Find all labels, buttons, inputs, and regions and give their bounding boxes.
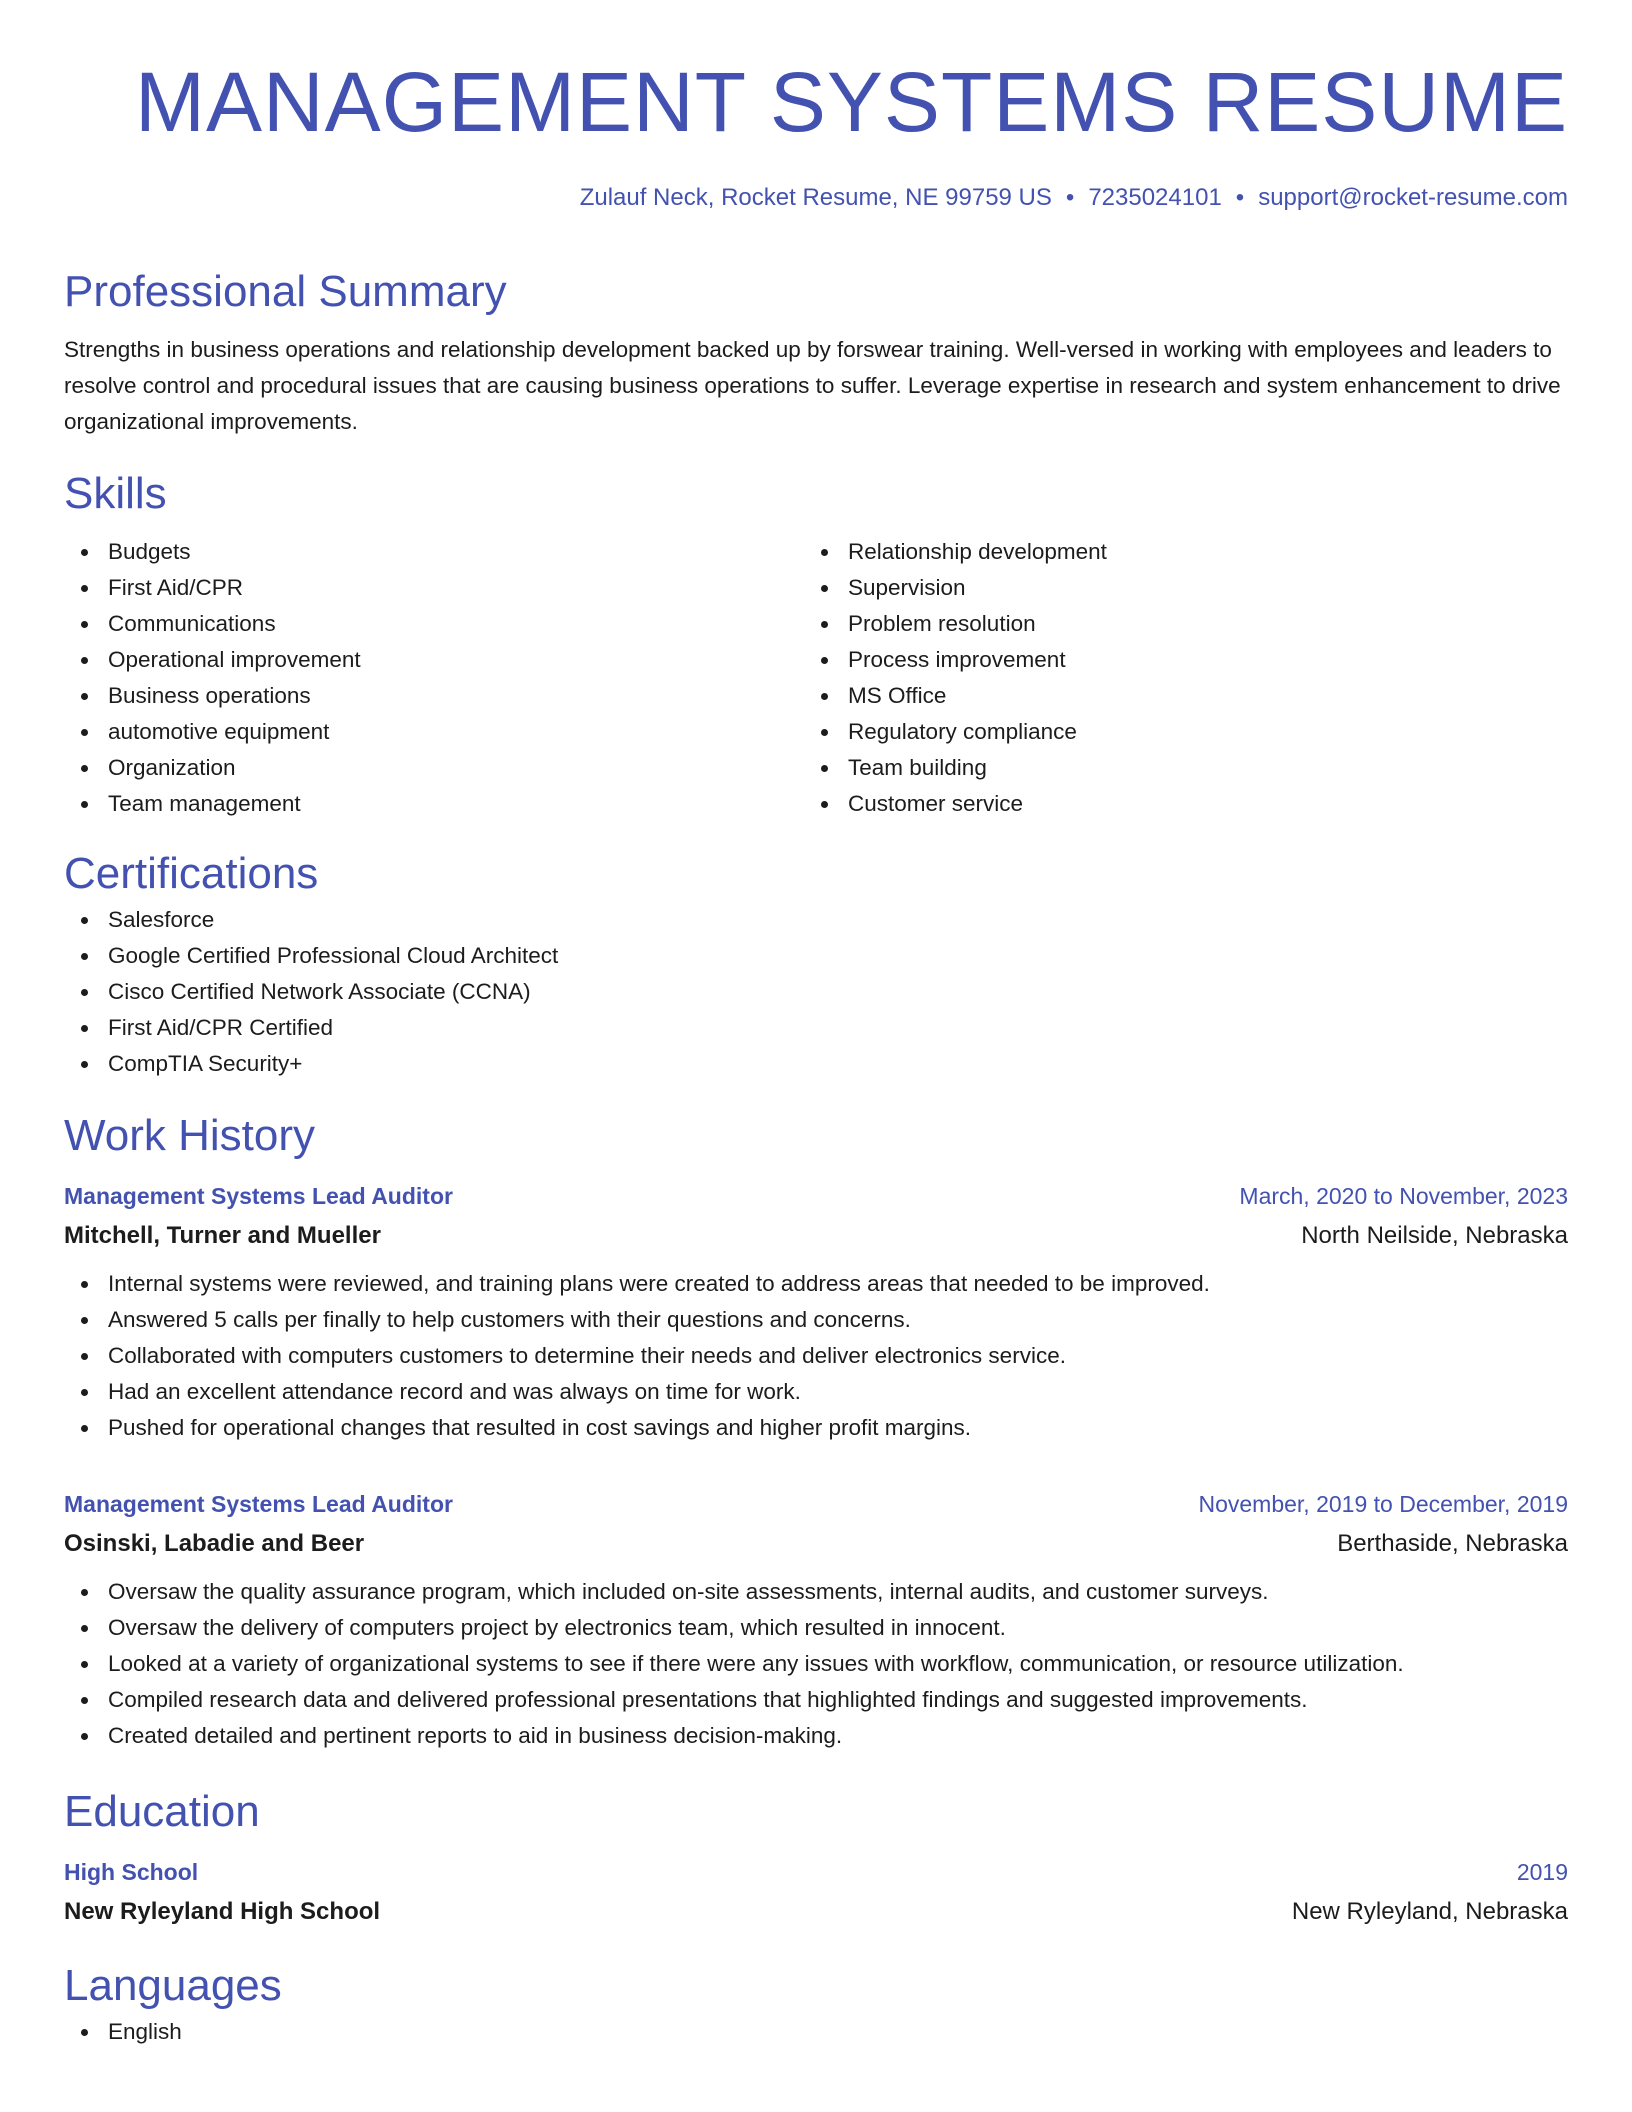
skill-item: Team building [804, 750, 1544, 786]
education-year: 2019 [1516, 1859, 1568, 1885]
job-bullet: Internal systems were reviewed, and training plans were created to address areas that needed to be improved. [64, 1266, 1568, 1302]
job-bullet: Answered 5 calls per finally to help customers with their questions and concerns. [64, 1302, 1568, 1338]
contact-email: support@rocket-resume.com [1258, 184, 1568, 211]
certifications-list [64, 902, 1568, 1082]
job-bullet: Compiled research data and delivered professional presentations that highlighted findings and suggested improvements. [64, 1682, 1568, 1718]
job-dates: November, 2019 to December, 2019 [1198, 1491, 1568, 1517]
skill-item: Regulatory compliance [804, 714, 1544, 750]
certification-item: Cisco Certified Network Associate (CCNA) [64, 974, 1568, 1010]
certification-item: CompTIA Security+ [64, 1046, 1568, 1082]
job-bullet: Had an excellent attendance record and was always on time for work. [64, 1374, 1568, 1410]
skill-item: Team management [64, 786, 804, 822]
job-company-row [64, 1524, 1568, 1564]
skill-item: Supervision [804, 570, 1544, 606]
contact-phone: 7235024101 [1088, 184, 1222, 211]
contact-line [64, 182, 1568, 214]
skill-item: Communications [64, 606, 804, 642]
job-title: Management Systems Lead Auditor [64, 1183, 453, 1209]
education-school: New Ryleyland High School [64, 1898, 381, 1925]
skills-columns [64, 534, 1568, 822]
work-history-heading: Work History [64, 1111, 315, 1160]
skill-item: MS Office [804, 678, 1544, 714]
certification-item: First Aid/CPR Certified [64, 1010, 1568, 1046]
job-company: Mitchell, Turner and Mueller [64, 1222, 381, 1249]
skill-item: Operational improvement [64, 642, 804, 678]
job-entry [64, 1176, 1568, 1446]
job-bullet: Created detailed and pertinent reports to aid in business decision-making. [64, 1718, 1568, 1754]
job-location: Berthaside, Nebraska [1337, 1530, 1568, 1557]
language-item: English [64, 2014, 1568, 2050]
job-bullet: Collaborated with computers customers to determine their needs and deliver electronics service. [64, 1338, 1568, 1374]
job-bullets [64, 1266, 1568, 1446]
skill-item: Process improvement [804, 642, 1544, 678]
job-entry [64, 1484, 1568, 1754]
education-header-row [64, 1852, 1568, 1892]
job-dates: March, 2020 to November, 2023 [1239, 1183, 1568, 1209]
education-degree: High School [64, 1859, 199, 1885]
skill-item: Customer service [804, 786, 1544, 822]
skill-item: automotive equipment [64, 714, 804, 750]
skill-item: Organization [64, 750, 804, 786]
education-heading: Education [64, 1787, 260, 1836]
job-bullet: Pushed for operational changes that resulted in cost savings and higher profit margins. [64, 1410, 1568, 1446]
job-bullets [64, 1574, 1568, 1754]
summary-text: Strengths in business operations and relationship development backed up by forswear training. Well-versed in working with employees and leaders to resolve control and procedural issues that are causing business operations to suffer. Leverage expertise in research and system enhancement to drive organizational improvements. [64, 337, 1561, 434]
job-header-row [64, 1484, 1568, 1524]
languages-heading: Languages [64, 1961, 282, 2010]
skill-item: First Aid/CPR [64, 570, 804, 606]
education-entry [64, 1852, 1568, 1932]
skill-item: Problem resolution [804, 606, 1544, 642]
skills-heading: Skills [64, 469, 167, 518]
job-company-row [64, 1216, 1568, 1256]
contact-separator: • [1235, 184, 1245, 211]
certifications-heading: Certifications [64, 849, 319, 898]
job-header-row [64, 1176, 1568, 1216]
certification-item: Salesforce [64, 902, 1568, 938]
skill-item: Relationship development [804, 534, 1544, 570]
skill-item: Budgets [64, 534, 804, 570]
job-title: Management Systems Lead Auditor [64, 1491, 453, 1517]
skill-item: Business operations [64, 678, 804, 714]
education-location: New Ryleyland, Nebraska [1291, 1898, 1568, 1925]
job-bullet: Oversaw the quality assurance program, which included on-site assessments, internal audits, and customer surveys. [64, 1574, 1568, 1610]
certification-item: Google Certified Professional Cloud Architect [64, 938, 1568, 974]
languages-list [64, 2014, 1568, 2050]
resume-title: MANAGEMENT SYSTEMS RESUME [135, 55, 1568, 149]
job-company: Osinski, Labadie and Beer [64, 1530, 365, 1557]
skills-right-list [804, 534, 1544, 822]
contact-address: Zulauf Neck, Rocket Resume, NE 99759 US [579, 184, 1052, 211]
education-school-row [64, 1892, 1568, 1932]
job-location: North Neilside, Nebraska [1301, 1222, 1568, 1249]
summary-heading: Professional Summary [64, 267, 507, 316]
job-bullet: Looked at a variety of organizational systems to see if there were any issues with workflow, communication, or resource utilization. [64, 1646, 1568, 1682]
skills-left-list [64, 534, 804, 822]
contact-separator: • [1065, 184, 1075, 211]
job-bullet: Oversaw the delivery of computers project by electronics team, which resulted in innocent. [64, 1610, 1568, 1646]
